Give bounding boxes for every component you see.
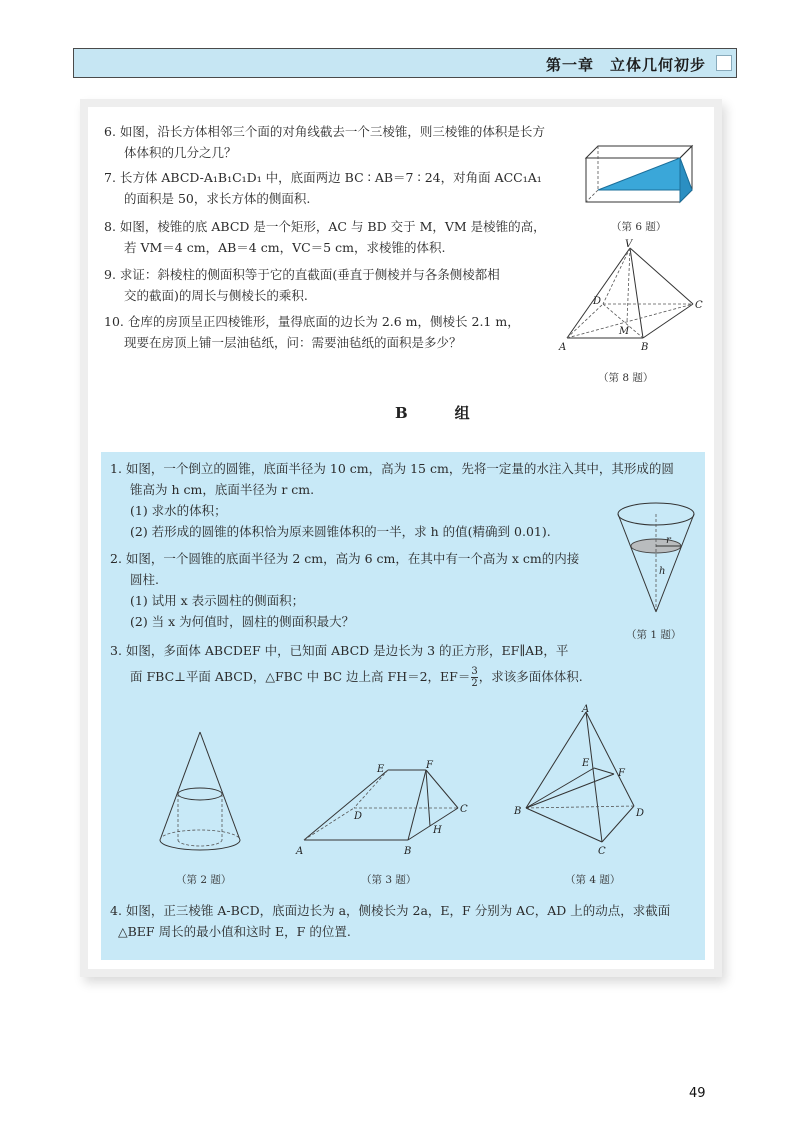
label-D: D [593,296,602,307]
question-b2: 2. 如图，一个圆锥的底面半径为 2 cm，高为 6 cm，在其中有一个高为 x cm的内接 圆柱. (1) 试用 x 表示圆柱的侧面积； (2) 当 x 为何值时，圆柱的侧面积最大？ [110,551,580,629]
label-r: r [666,535,671,546]
caption-figure-b1: （第 1 题） [626,629,682,641]
question-b1: 1. 如图，一个倒立的圆锥，底面半径为 10 cm，高为 15 cm，先将一定量的水注入其中，其形成的圆 锥高为 h cm，底面半径为 r cm. (1) 求水的体积； (2) 若形成的圆锥的体积恰为原来圆锥体积的一半，求 h 的值(精确到 0.01). [110,461,674,539]
label-V: V [625,239,633,250]
label-B: B [641,342,649,353]
label-B: B [514,806,522,817]
label-A: A [582,704,590,715]
label-h: h [659,566,666,577]
label-A: A [296,846,304,857]
header-corner-tab [716,55,732,71]
question-b3: 3. 如图，多面体 ABCDEF 中，已知面 ABCD 是边长为 3 的正方形，EF∥AB，平 面 FBC⊥平面 ABCD，△FBC 中 BC 边上高 FH＝2，EF＝ $\frac{3}{2}$ ，求该多面体体积. [110,643,583,689]
label-H: H [433,825,442,836]
caption-figure-b2: （第 2 题） [176,874,232,886]
question-6: 6. 如图，沿长方体相邻三个面的对角线截去一个三棱锥，则三棱锥的体积是长方 体体积的几分之几？ [104,124,545,160]
page-number: 49 [689,1086,706,1101]
chapter-header-bar [73,48,737,78]
label-E: E [582,758,590,769]
figure-b3-polyhedron [290,756,480,860]
question-10: 10. 仓库的房顶呈正四棱锥形，量得底面的边长为 2.6 m，侧棱长 2.1 m， 现要在房顶上铺一层油毡纸，问：需要油毡纸的面积是多少？ [104,314,520,350]
label-F: F [426,760,433,771]
label-D: D [354,811,363,822]
caption-figure-b3: （第 3 题） [361,874,417,886]
label-C: C [460,804,468,815]
label-E: E [377,764,385,775]
label-C: C [598,846,606,857]
label-C: C [695,300,703,311]
figure-b4-triangular-pyramid [510,704,650,860]
figure-6-cuboid [580,142,698,208]
question-7: 7. 长方体 ABCD-A₁B₁C₁D₁ 中，底面两边 BC ∶ AB＝7 ∶ 24，对角面 ACC₁A₁ 的面积是 50，求长方体的侧面积. [104,170,542,206]
footer-dotted-rule [0,1070,750,1078]
question-b4: 4. 如图，正三棱锥 A-BCD，底面边长为 a，侧棱长为 2a，E，F 分别为 AC，AD 上的动点，求截面 △BEF 周长的最小值和这时 E，F 的位置. [110,903,671,939]
caption-figure-8: （第 8 题） [598,372,654,384]
figure-8-pyramid [555,238,705,358]
figure-b2-cone-cylinder [150,728,250,860]
section-b-title: B 组 [395,404,486,422]
question-8: 8. 如图，棱锥的底 ABCD 是一个矩形，AC 与 BD 交于 M，VM 是棱锥的高， 若 VM＝4 cm，AB＝4 cm，VC＝5 cm，求棱锥的体积. [104,219,546,255]
caption-figure-6: （第 6 题） [611,221,667,233]
label-B: B [404,846,412,857]
figure-b1-inverted-cone [610,494,702,616]
label-D: D [636,808,645,819]
caption-figure-b4: （第 4 题） [565,874,621,886]
label-M: M [619,326,630,337]
question-9: 9. 求证：斜棱柱的侧面积等于它的直截面(垂直于侧棱并与各条侧棱都相 交的截面)的周长与侧棱长的乘积. [104,267,500,303]
label-F: F [618,768,625,779]
label-A: A [559,342,567,353]
chapter-title: 第一章 立体几何初步 [545,56,706,74]
